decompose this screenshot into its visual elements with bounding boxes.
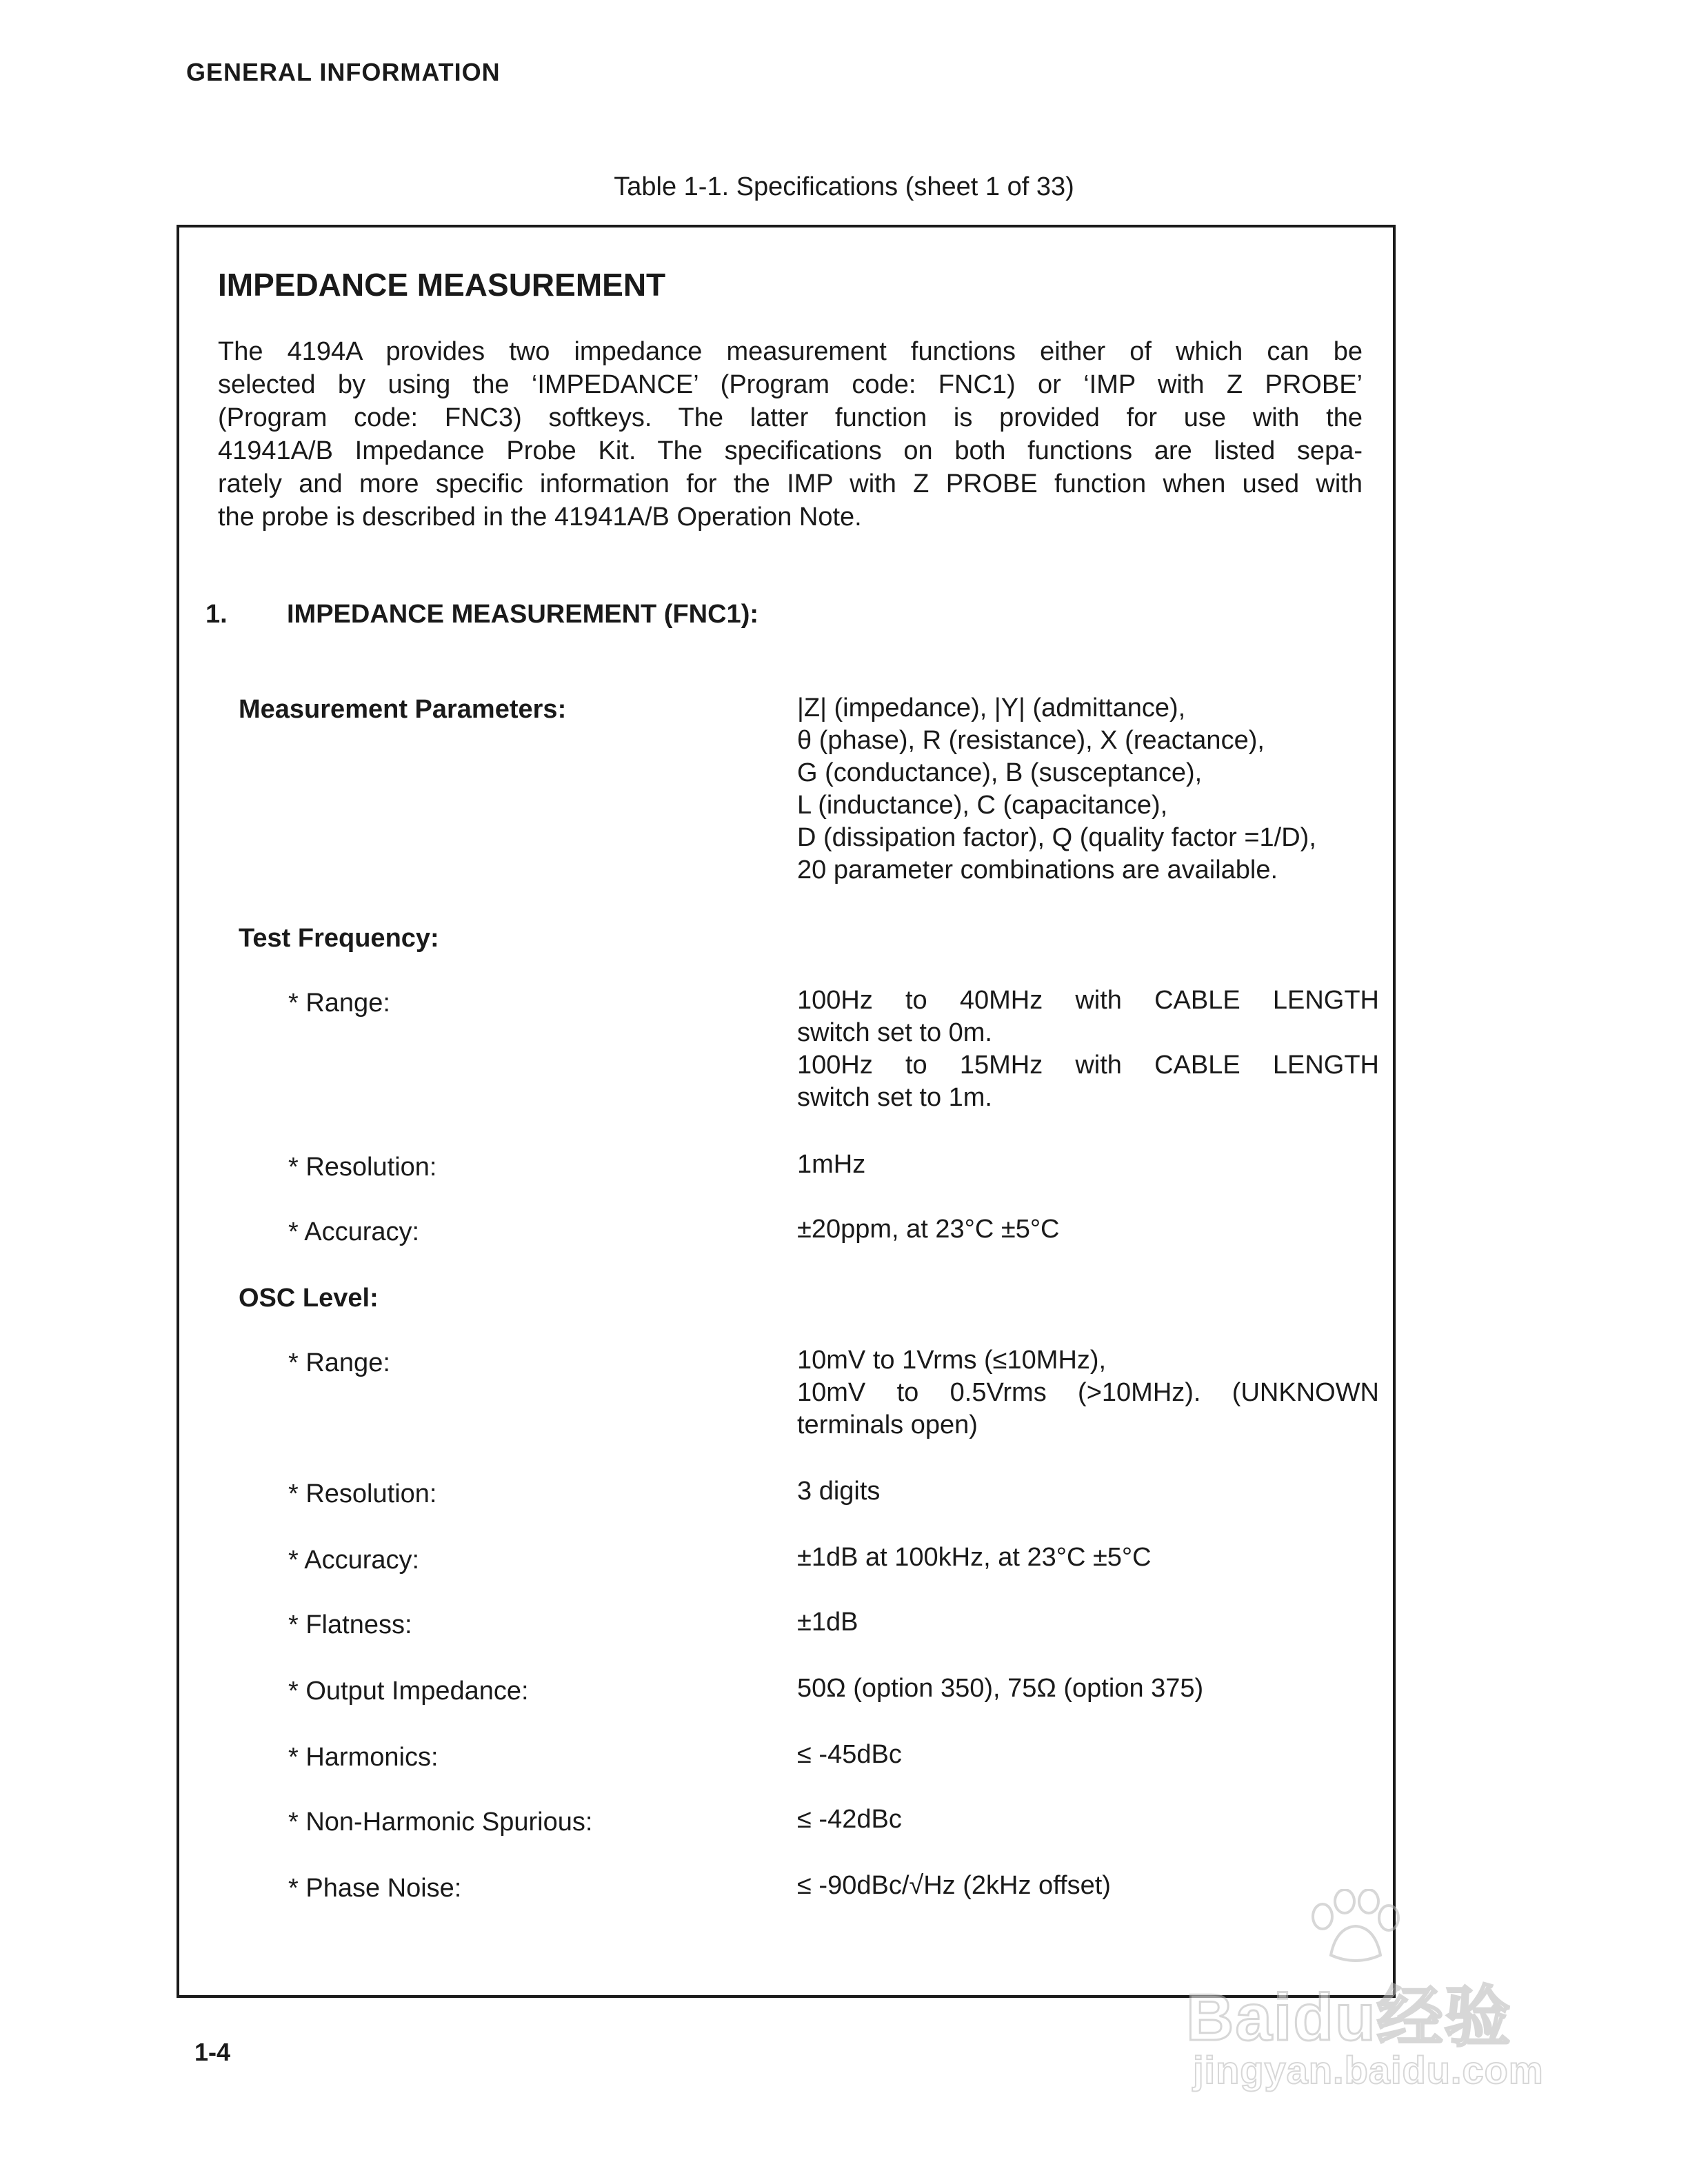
value-line: ≤ -90dBc/√Hz (2kHz offset) (797, 1871, 1111, 1900)
value-line: 10mV to 1Vrms (≤10MHz), (797, 1346, 1107, 1375)
osc-level-label: OSC Level: (239, 1284, 379, 1313)
value-line: terminals open) (797, 1410, 978, 1439)
intro-line: rately and more specific information for the IMP with Z PROBE function when used with (218, 469, 1363, 498)
value-line: switch set to 1m. (797, 1083, 992, 1112)
tf-resolution-value (797, 1149, 1379, 1181)
value-line: 100Hz to 40MHz with CABLE LENGTH (797, 986, 1379, 1015)
osc-phase-noise-label: * Phase Noise: (288, 1874, 462, 1903)
tf-accuracy-value (797, 1213, 1379, 1246)
intro-line: selected by using the ‘IMPEDANCE’ (Program code: FNC1) or ‘IMP with Z PROBE’ (218, 370, 1363, 399)
intro-paragraph (218, 335, 1363, 534)
value-line: 20 parameter combinations are available. (797, 856, 1278, 884)
value-line: G (conductance), B (susceptance), (797, 758, 1203, 787)
osc-harmonics-label: * Harmonics: (288, 1743, 439, 1772)
osc-range-value (797, 1344, 1379, 1442)
watermark-brand: Baidu经验 (1186, 1981, 1512, 2054)
osc-output-impedance-value (797, 1672, 1379, 1705)
value-line: |Z| (impedance), |Y| (admittance), (797, 694, 1186, 722)
value-line: ±20ppm, at 23°C ±5°C (797, 1215, 1060, 1244)
test-frequency-label: Test Frequency: (239, 924, 439, 953)
value-line: 10mV to 0.5Vrms (>10MHz). (UNKNOWN (797, 1378, 1379, 1407)
value-line: switch set to 0m. (797, 1018, 992, 1047)
table-caption: Table 1-1. Specifications (sheet 1 of 33) (614, 172, 1074, 201)
tf-range-value (797, 984, 1379, 1114)
value-line: ±1dB at 100kHz, at 23°C ±5°C (797, 1543, 1152, 1572)
value-line: 1mHz (797, 1150, 866, 1179)
value-line: ≤ -42dBc (797, 1805, 902, 1834)
value-line: 50Ω (option 350), 75Ω (option 375) (797, 1674, 1204, 1703)
measurement-parameters-label: Measurement Parameters: (239, 695, 567, 724)
value-line: L (inductance), C (capacitance), (797, 791, 1168, 820)
intro-line: the probe is described in the 41941A/B Operation Note. (218, 503, 862, 532)
tf-accuracy-label: * Accuracy: (288, 1217, 420, 1246)
osc-accuracy-label: * Accuracy: (288, 1546, 420, 1575)
osc-accuracy-value (797, 1541, 1379, 1574)
intro-line: 41941A/B Impedance Probe Kit. The specifications on both functions are listed sepa- (218, 436, 1363, 465)
baidu-watermark (1186, 1889, 1586, 2096)
value-line: θ (phase), R (resistance), X (reactance), (797, 726, 1265, 755)
measurement-parameters-value (797, 692, 1379, 887)
paw-icon (1303, 1889, 1407, 1965)
osc-spurious-value (797, 1803, 1379, 1836)
subsection-number: 1. (205, 600, 228, 629)
osc-spurious-label: * Non-Harmonic Spurious: (288, 1808, 593, 1837)
section-header: GENERAL INFORMATION (186, 58, 501, 86)
value-line: 3 digits (797, 1477, 881, 1506)
tf-resolution-label: * Resolution: (288, 1153, 437, 1182)
intro-line: (Program code: FNC3) softkeys. The latter function is provided for use with the (218, 403, 1363, 432)
tf-range-label: * Range: (288, 989, 390, 1018)
watermark-url: jingyan.baidu.com (1193, 2048, 1544, 2092)
box-title: IMPEDANCE MEASUREMENT (218, 267, 666, 303)
value-line: ≤ -45dBc (797, 1740, 902, 1769)
value-line: ±1dB (797, 1608, 858, 1637)
osc-flatness-label: * Flatness: (288, 1610, 412, 1639)
osc-output-impedance-label: * Output Impedance: (288, 1677, 529, 1706)
osc-range-label: * Range: (288, 1348, 390, 1377)
osc-flatness-value (797, 1606, 1379, 1639)
page-number: 1-4 (194, 2038, 231, 2066)
osc-resolution-label: * Resolution: (288, 1479, 437, 1508)
intro-line: The 4194A provides two impedance measurement functions either of which can be (218, 337, 1363, 366)
subsection-title: IMPEDANCE MEASUREMENT (FNC1): (287, 600, 758, 629)
value-line: D (dissipation factor), Q (quality factor =1/D), (797, 823, 1316, 852)
osc-resolution-value (797, 1475, 1379, 1508)
value-line: 100Hz to 15MHz with CABLE LENGTH (797, 1051, 1379, 1080)
osc-harmonics-value (797, 1739, 1379, 1771)
